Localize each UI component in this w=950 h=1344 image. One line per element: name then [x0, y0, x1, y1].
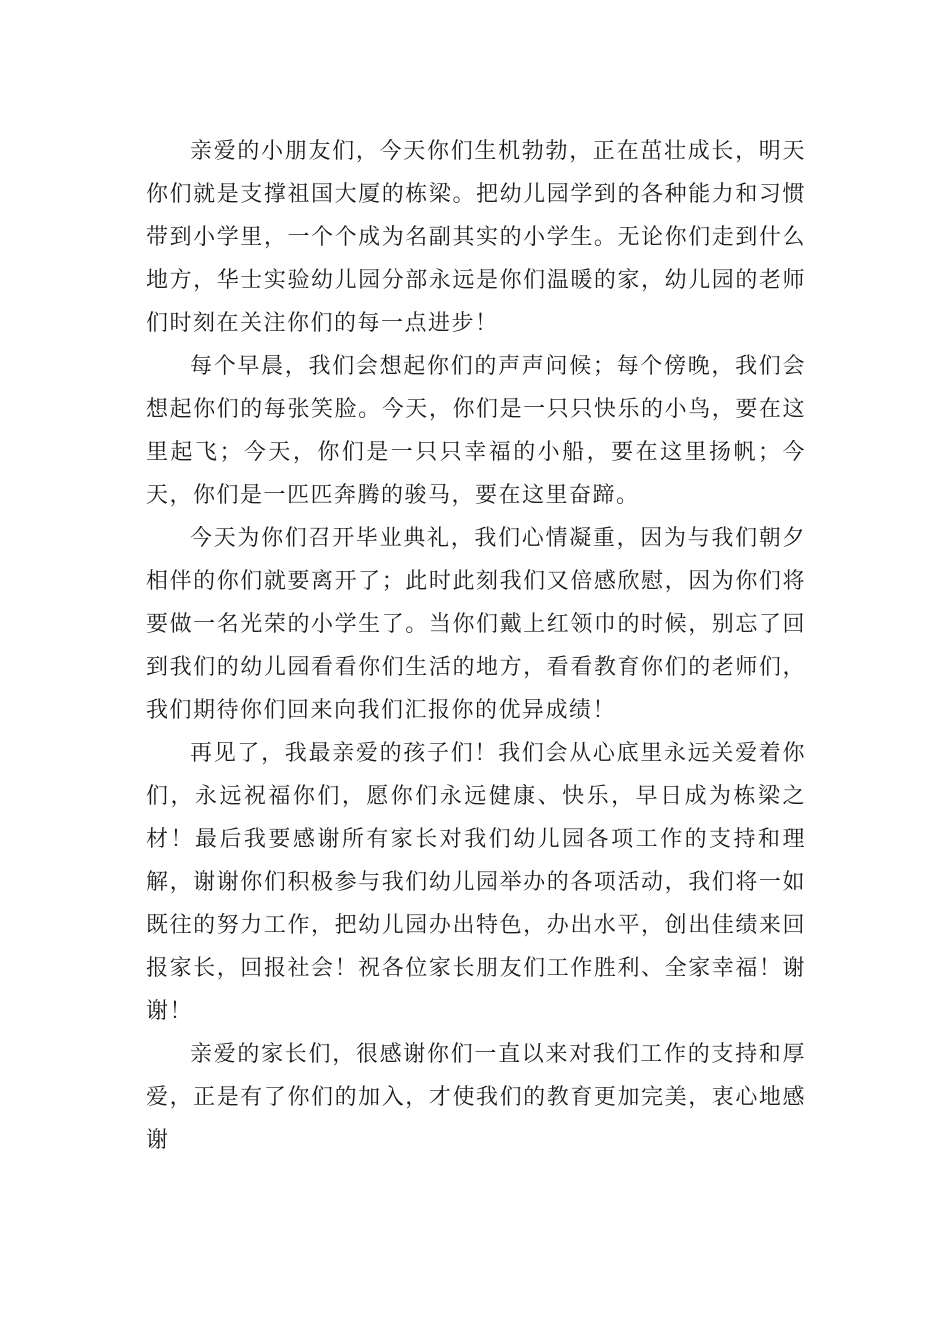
paragraph-4: 再见了，我最亲爱的孩子们！我们会从心底里永远关爱着你们，永远祝福你们，愿你们永远健康、快乐，早日成为栋梁之材！最后我要感谢所有家长对我们幼儿园各项工作的支持和理解，谢谢你们积极参与我们幼儿园举办的各项活动，我们将一如既往的努力工作，把幼儿园办出特色，办出水平，创出佳绩来回报家长，回报社会！祝各位家长朋友们工作胜利、全家幸福！谢谢！	[146, 741, 806, 1024]
paragraph-5: 亲爱的家长们，很感谢你们一直以来对我们工作的支持和厚爱，正是有了你们的加入，才使我们的教育更加完美，衷心地感谢	[146, 1042, 806, 1153]
paragraph-1: 亲爱的小朋友们，今天你们生机勃勃，正在茁壮成长，明天你们就是支撑祖国大厦的栋梁。把幼儿园学到的各种能力和习惯带到小学里，一个个成为名副其实的小学生。无论你们走到什么地方，华士实验幼儿园分部永远是你们温暖的家，幼儿园的老师们时刻在关注你们的每一点进步！	[146, 139, 806, 336]
document-body	[146, 130, 806, 1162]
paragraph-2: 每个早晨，我们会想起你们的声声问候；每个傍晚，我们会想起你们的每张笑脸。今天，你们是一只只快乐的小鸟，要在这里起飞；今天，你们是一只只幸福的小船，要在这里扬帆；今天，你们是一匹匹奔腾的骏马，要在这里奋蹄。	[146, 354, 806, 508]
paragraph-3: 今天为你们召开毕业典礼，我们心情凝重，因为与我们朝夕相伴的你们就要离开了；此时此刻我们又倍感欣慰，因为你们将要做一名光荣的小学生了。当你们戴上红领巾的时候，别忘了回到我们的幼儿园看看你们生活的地方，看看教育你们的老师们，我们期待你们回来向我们汇报你的优异成绩！	[146, 526, 806, 723]
